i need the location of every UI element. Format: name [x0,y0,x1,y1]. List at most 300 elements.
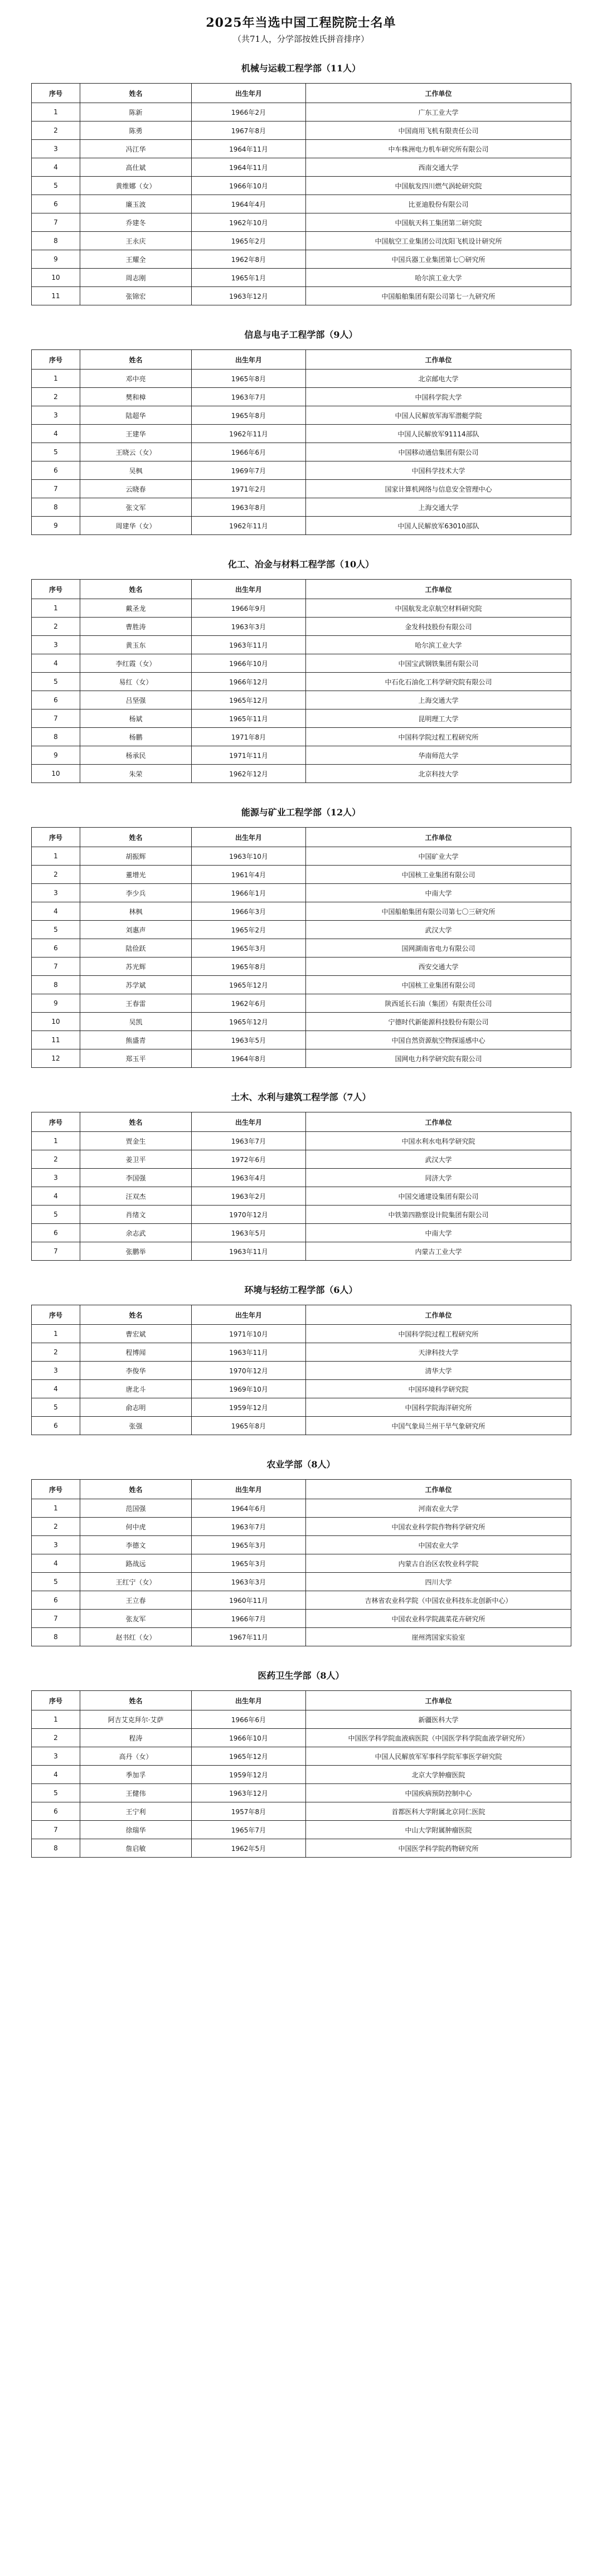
cell-birth: 1961年4月 [192,866,306,884]
header-name: 姓名 [80,1305,192,1325]
cell-birth: 1963年7月 [192,388,306,406]
cell-index: 5 [32,1206,80,1224]
cell-index: 4 [32,654,80,673]
cell-unit: 中国气象局兰州干旱气象研究所 [306,1417,571,1435]
table-row [32,691,571,709]
cell-unit: 中国医学科学院药物研究所 [306,1839,571,1858]
cell-birth: 1963年11月 [192,1242,306,1261]
cell-name: 朱荣 [80,765,192,783]
table-row [32,1766,571,1784]
cell-birth: 1965年7月 [192,1821,306,1839]
table-row [32,709,571,728]
cell-unit: 国家计算机网络与信息安全管理中心 [306,480,571,498]
member-table [31,1112,571,1261]
table-row [32,158,571,177]
cell-unit: 比亚迪股份有限公司 [306,195,571,213]
cell-name: 杨鹏 [80,728,192,746]
cell-index: 7 [32,1242,80,1261]
cell-birth: 1963年11月 [192,636,306,654]
header-index: 序号 [32,1691,80,1710]
table-row [32,1802,571,1821]
table-header-row [32,84,571,103]
cell-index: 5 [32,673,80,691]
cell-birth: 1965年11月 [192,709,306,728]
cell-name: 程涛 [80,1729,192,1747]
cell-unit: 宁德时代新能源科技股份有限公司 [306,1013,571,1031]
table-row [32,1013,571,1031]
cell-unit: 中国科学院过程工程研究所 [306,1325,571,1343]
member-table [31,83,571,305]
cell-name: 张强 [80,1417,192,1435]
cell-index: 3 [32,1169,80,1187]
cell-name: 余志武 [80,1224,192,1242]
cell-birth: 1963年2月 [192,1187,306,1206]
cell-name: 姜卫平 [80,1150,192,1169]
table-row [32,1573,571,1591]
cell-birth: 1964年6月 [192,1499,306,1518]
table-row [32,1839,571,1858]
table-row [32,287,571,305]
header-unit: 工作单位 [306,580,571,599]
cell-name: 杨斌 [80,709,192,728]
cell-unit: 同济大学 [306,1169,571,1187]
cell-index: 1 [32,599,80,618]
cell-birth: 1963年7月 [192,1518,306,1536]
cell-index: 5 [32,177,80,195]
cell-index: 2 [32,1343,80,1362]
table-row [32,1343,571,1362]
cell-index: 4 [32,902,80,921]
cell-name: 王永庆 [80,232,192,250]
cell-index: 6 [32,195,80,213]
header-index: 序号 [32,84,80,103]
cell-birth: 1964年11月 [192,140,306,158]
cell-index: 2 [32,866,80,884]
header-unit: 工作单位 [306,1305,571,1325]
cell-name: 胡振辉 [80,847,192,866]
table-row [32,461,571,480]
cell-index: 3 [32,636,80,654]
cell-unit: 内蒙古自治区农牧业科学院 [306,1554,571,1573]
cell-unit: 中国船舶集团有限公司第七〇三研究所 [306,902,571,921]
cell-name: 张文军 [80,498,192,517]
cell-unit: 中国航空工业集团公司沈阳飞机设计研究所 [306,232,571,250]
header-unit: 工作单位 [306,350,571,370]
cell-index: 6 [32,1591,80,1610]
cell-index: 8 [32,976,80,994]
cell-birth: 1963年5月 [192,1031,306,1049]
cell-unit: 西安交通大学 [306,958,571,976]
cell-index: 11 [32,1031,80,1049]
cell-name: 陈勇 [80,121,192,140]
header-index: 序号 [32,828,80,847]
division-section [31,61,571,305]
cell-index: 6 [32,1417,80,1435]
cell-birth: 1964年4月 [192,195,306,213]
cell-birth: 1966年12月 [192,673,306,691]
cell-birth: 1965年2月 [192,232,306,250]
cell-name: 陈新 [80,103,192,121]
cell-unit: 中国航天科工集团第二研究院 [306,213,571,232]
cell-unit: 中石化石油化工科学研究院有限公司 [306,673,571,691]
cell-birth: 1971年8月 [192,728,306,746]
table-row [32,976,571,994]
cell-index: 7 [32,1610,80,1628]
member-table [31,1305,571,1435]
cell-birth: 1963年11月 [192,1343,306,1362]
table-row [32,1747,571,1766]
cell-name: 郑玉平 [80,1049,192,1068]
cell-unit: 河南农业大学 [306,1499,571,1518]
table-row [32,195,571,213]
table-row [32,1242,571,1261]
table-row [32,1628,571,1646]
table-row [32,1554,571,1573]
cell-birth: 1964年8月 [192,1049,306,1068]
table-row [32,1398,571,1417]
cell-name: 高仕斌 [80,158,192,177]
member-table [31,349,571,535]
header-unit: 工作单位 [306,1691,571,1710]
cell-index: 8 [32,1839,80,1858]
division-title: 能源与矿业工程学部（12人） [241,807,361,818]
header-birth: 出生年月 [192,350,306,370]
cell-unit: 西南交通大学 [306,158,571,177]
table-row [32,121,571,140]
division-section [31,1457,571,1646]
table-row [32,370,571,388]
table-row [32,1729,571,1747]
cell-birth: 1965年2月 [192,921,306,939]
cell-name: 张锦宏 [80,287,192,305]
cell-name: 俞志明 [80,1398,192,1417]
header-name: 姓名 [80,1112,192,1132]
table-header-row [32,580,571,599]
cell-index: 3 [32,1536,80,1554]
cell-index: 6 [32,1224,80,1242]
cell-index: 5 [32,1573,80,1591]
table-row [32,1206,571,1224]
division-title: 信息与电子工程学部（9人） [244,329,358,340]
table-row [32,232,571,250]
cell-birth: 1967年11月 [192,1628,306,1646]
table-row [32,1224,571,1242]
header-index: 序号 [32,1305,80,1325]
cell-name: 李国强 [80,1169,192,1187]
table-row [32,1132,571,1150]
cell-unit: 中南大学 [306,1224,571,1242]
cell-birth: 1965年3月 [192,939,306,958]
header-index: 序号 [32,1112,80,1132]
cell-index: 8 [32,232,80,250]
table-row [32,994,571,1013]
cell-name: 廉玉波 [80,195,192,213]
cell-name: 王健伟 [80,1784,192,1802]
cell-index: 10 [32,269,80,287]
cell-index: 9 [32,250,80,269]
cell-unit: 中车株洲电力机车研究所有限公司 [306,140,571,158]
cell-unit: 中国科学院海洋研究所 [306,1398,571,1417]
header-index: 序号 [32,1480,80,1499]
cell-unit: 中国核工业集团有限公司 [306,866,571,884]
cell-unit: 中国交通建设集团有限公司 [306,1187,571,1206]
cell-unit: 哈尔滨工业大学 [306,636,571,654]
table-row [32,269,571,287]
cell-index: 6 [32,461,80,480]
cell-index: 10 [32,1013,80,1031]
cell-unit: 北京邮电大学 [306,370,571,388]
cell-unit: 中国商用飞机有限责任公司 [306,121,571,140]
table-row [32,673,571,691]
cell-index: 4 [32,1380,80,1398]
table-row [32,1417,571,1435]
cell-unit: 中国农业科学院蔬菜花卉研究所 [306,1610,571,1628]
table-row [32,1518,571,1536]
cell-unit: 上海交通大学 [306,498,571,517]
table-row [32,480,571,498]
cell-index: 6 [32,691,80,709]
cell-name: 董增光 [80,866,192,884]
cell-birth: 1971年10月 [192,1325,306,1343]
cell-name: 邓中亮 [80,370,192,388]
cell-index: 6 [32,1802,80,1821]
cell-unit: 陕西延长石油（集团）有限责任公司 [306,994,571,1013]
division-title: 医药卫生学部（8人） [258,1670,344,1681]
cell-name: 詹启敏 [80,1839,192,1858]
division-section [31,1283,571,1435]
table-header-row [32,828,571,847]
cell-name: 黄玉东 [80,636,192,654]
cell-birth: 1969年7月 [192,461,306,480]
table-header-row [32,1691,571,1710]
table-row [32,1821,571,1839]
cell-unit: 吉林省农业科学院（中国农业科技东北创新中心） [306,1591,571,1610]
table-row [32,866,571,884]
cell-index: 12 [32,1049,80,1068]
table-row [32,1591,571,1610]
table-row [32,1710,571,1729]
cell-birth: 1965年3月 [192,1554,306,1573]
cell-name: 李红霞（女） [80,654,192,673]
table-row [32,654,571,673]
cell-birth: 1963年7月 [192,1132,306,1150]
cell-unit: 中国疾病预防控制中心 [306,1784,571,1802]
table-row [32,1536,571,1554]
cell-unit: 中国人民解放军63010部队 [306,517,571,535]
cell-name: 杨承民 [80,746,192,765]
table-row [32,636,571,654]
table-row [32,1784,571,1802]
cell-name: 王立春 [80,1591,192,1610]
cell-name: 吕坚强 [80,691,192,709]
cell-birth: 1963年12月 [192,287,306,305]
cell-unit: 中国农业科学院作物科学研究所 [306,1518,571,1536]
cell-index: 3 [32,1747,80,1766]
cell-birth: 1965年8月 [192,1417,306,1435]
cell-unit: 中国核工业集团有限公司 [306,976,571,994]
table-row [32,1150,571,1169]
header-unit: 工作单位 [306,84,571,103]
header-name: 姓名 [80,828,192,847]
cell-birth: 1962年10月 [192,213,306,232]
header-birth: 出生年月 [192,1305,306,1325]
cell-name: 季加孚 [80,1766,192,1784]
cell-birth: 1963年10月 [192,847,306,866]
cell-index: 8 [32,498,80,517]
header-name: 姓名 [80,1480,192,1499]
table-row [32,1031,571,1049]
division-section [31,328,571,535]
table-row [32,1049,571,1068]
cell-unit: 中国科学院大学 [306,388,571,406]
cell-name: 王耀全 [80,250,192,269]
cell-unit: 中国自然资源航空物探遥感中心 [306,1031,571,1049]
cell-index: 2 [32,618,80,636]
cell-name: 冯江华 [80,140,192,158]
cell-index: 1 [32,847,80,866]
cell-birth: 1963年12月 [192,1784,306,1802]
header-unit: 工作单位 [306,1112,571,1132]
cell-index: 2 [32,1518,80,1536]
cell-index: 2 [32,121,80,140]
cell-birth: 1966年6月 [192,1710,306,1729]
cell-unit: 首都医科大学附属北京同仁医院 [306,1802,571,1821]
cell-index: 3 [32,406,80,425]
header-unit: 工作单位 [306,1480,571,1499]
table-row [32,250,571,269]
header-unit: 工作单位 [306,828,571,847]
cell-name: 李德文 [80,1536,192,1554]
cell-name: 李少兵 [80,884,192,902]
table-row [32,1380,571,1398]
cell-index: 5 [32,443,80,461]
cell-index: 4 [32,158,80,177]
division-section [31,1090,571,1261]
cell-birth: 1963年3月 [192,1573,306,1591]
cell-unit: 崖州湾国家实验室 [306,1628,571,1646]
table-row [32,958,571,976]
cell-unit: 中国人民解放军91114部队 [306,425,571,443]
cell-unit: 北京科技大学 [306,765,571,783]
header-name: 姓名 [80,84,192,103]
table-row [32,213,571,232]
cell-index: 3 [32,140,80,158]
cell-name: 曹宏斌 [80,1325,192,1343]
division-title: 土木、水利与建筑工程学部（7人） [231,1092,371,1102]
cell-birth: 1965年12月 [192,691,306,709]
header-name: 姓名 [80,1691,192,1710]
cell-unit: 中国环境科学研究院 [306,1380,571,1398]
cell-index: 9 [32,994,80,1013]
cell-birth: 1962年12月 [192,765,306,783]
cell-birth: 1965年12月 [192,976,306,994]
cell-birth: 1963年8月 [192,498,306,517]
table-row [32,902,571,921]
cell-birth: 1970年12月 [192,1206,306,1224]
cell-name: 王宁利 [80,1802,192,1821]
table-header-row [32,350,571,370]
cell-birth: 1965年8月 [192,370,306,388]
cell-name: 苏光辉 [80,958,192,976]
header-name: 姓名 [80,580,192,599]
cell-index: 5 [32,921,80,939]
cell-birth: 1969年10月 [192,1380,306,1398]
cell-index: 2 [32,1150,80,1169]
cell-name: 黄维娜（女） [80,177,192,195]
cell-unit: 广东工业大学 [306,103,571,121]
table-row [32,177,571,195]
cell-birth: 1962年6月 [192,994,306,1013]
cell-index: 4 [32,1766,80,1784]
cell-birth: 1965年3月 [192,1536,306,1554]
cell-birth: 1966年1月 [192,884,306,902]
table-row [32,140,571,158]
header-index: 序号 [32,350,80,370]
cell-birth: 1965年1月 [192,269,306,287]
cell-name: 云晓春 [80,480,192,498]
cell-index: 9 [32,746,80,765]
cell-name: 吴枫 [80,461,192,480]
cell-unit: 中铁第四勘察设计院集团有限公司 [306,1206,571,1224]
cell-index: 4 [32,1554,80,1573]
cell-birth: 1959年12月 [192,1766,306,1784]
cell-unit: 中国人民解放军军事科学院军事医学研究院 [306,1747,571,1766]
cell-name: 赵书红（女） [80,1628,192,1646]
header-birth: 出生年月 [192,580,306,599]
cell-birth: 1963年5月 [192,1224,306,1242]
cell-name: 周建华（女） [80,517,192,535]
cell-name: 程博闻 [80,1343,192,1362]
cell-name: 汪双杰 [80,1187,192,1206]
cell-name: 李俊华 [80,1362,192,1380]
table-row [32,103,571,121]
table-row [32,746,571,765]
cell-unit: 中南大学 [306,884,571,902]
cell-index: 1 [32,370,80,388]
cell-index: 8 [32,728,80,746]
cell-name: 范国强 [80,1499,192,1518]
cell-unit: 上海交通大学 [306,691,571,709]
division-title: 机械与运载工程学部（11人） [241,63,361,74]
table-row [32,406,571,425]
cell-index: 3 [32,1362,80,1380]
table-row [32,443,571,461]
cell-index: 2 [32,388,80,406]
cell-birth: 1964年11月 [192,158,306,177]
cell-name: 肖绪文 [80,1206,192,1224]
cell-birth: 1962年11月 [192,517,306,535]
cell-name: 路战远 [80,1554,192,1573]
member-table [31,827,571,1068]
cell-unit: 中国农业大学 [306,1536,571,1554]
cell-name: 戴圣龙 [80,599,192,618]
cell-index: 4 [32,425,80,443]
table-row [32,618,571,636]
cell-unit: 内蒙古工业大学 [306,1242,571,1261]
cell-unit: 哈尔滨工业大学 [306,269,571,287]
cell-name: 苏学斌 [80,976,192,994]
table-row [32,939,571,958]
table-row [32,765,571,783]
roster-document [0,13,602,1891]
cell-birth: 1966年6月 [192,443,306,461]
cell-index: 9 [32,517,80,535]
cell-birth: 1963年3月 [192,618,306,636]
cell-birth: 1966年3月 [192,902,306,921]
cell-birth: 1970年12月 [192,1362,306,1380]
cell-name: 高丹（女） [80,1747,192,1766]
table-row [32,1187,571,1206]
